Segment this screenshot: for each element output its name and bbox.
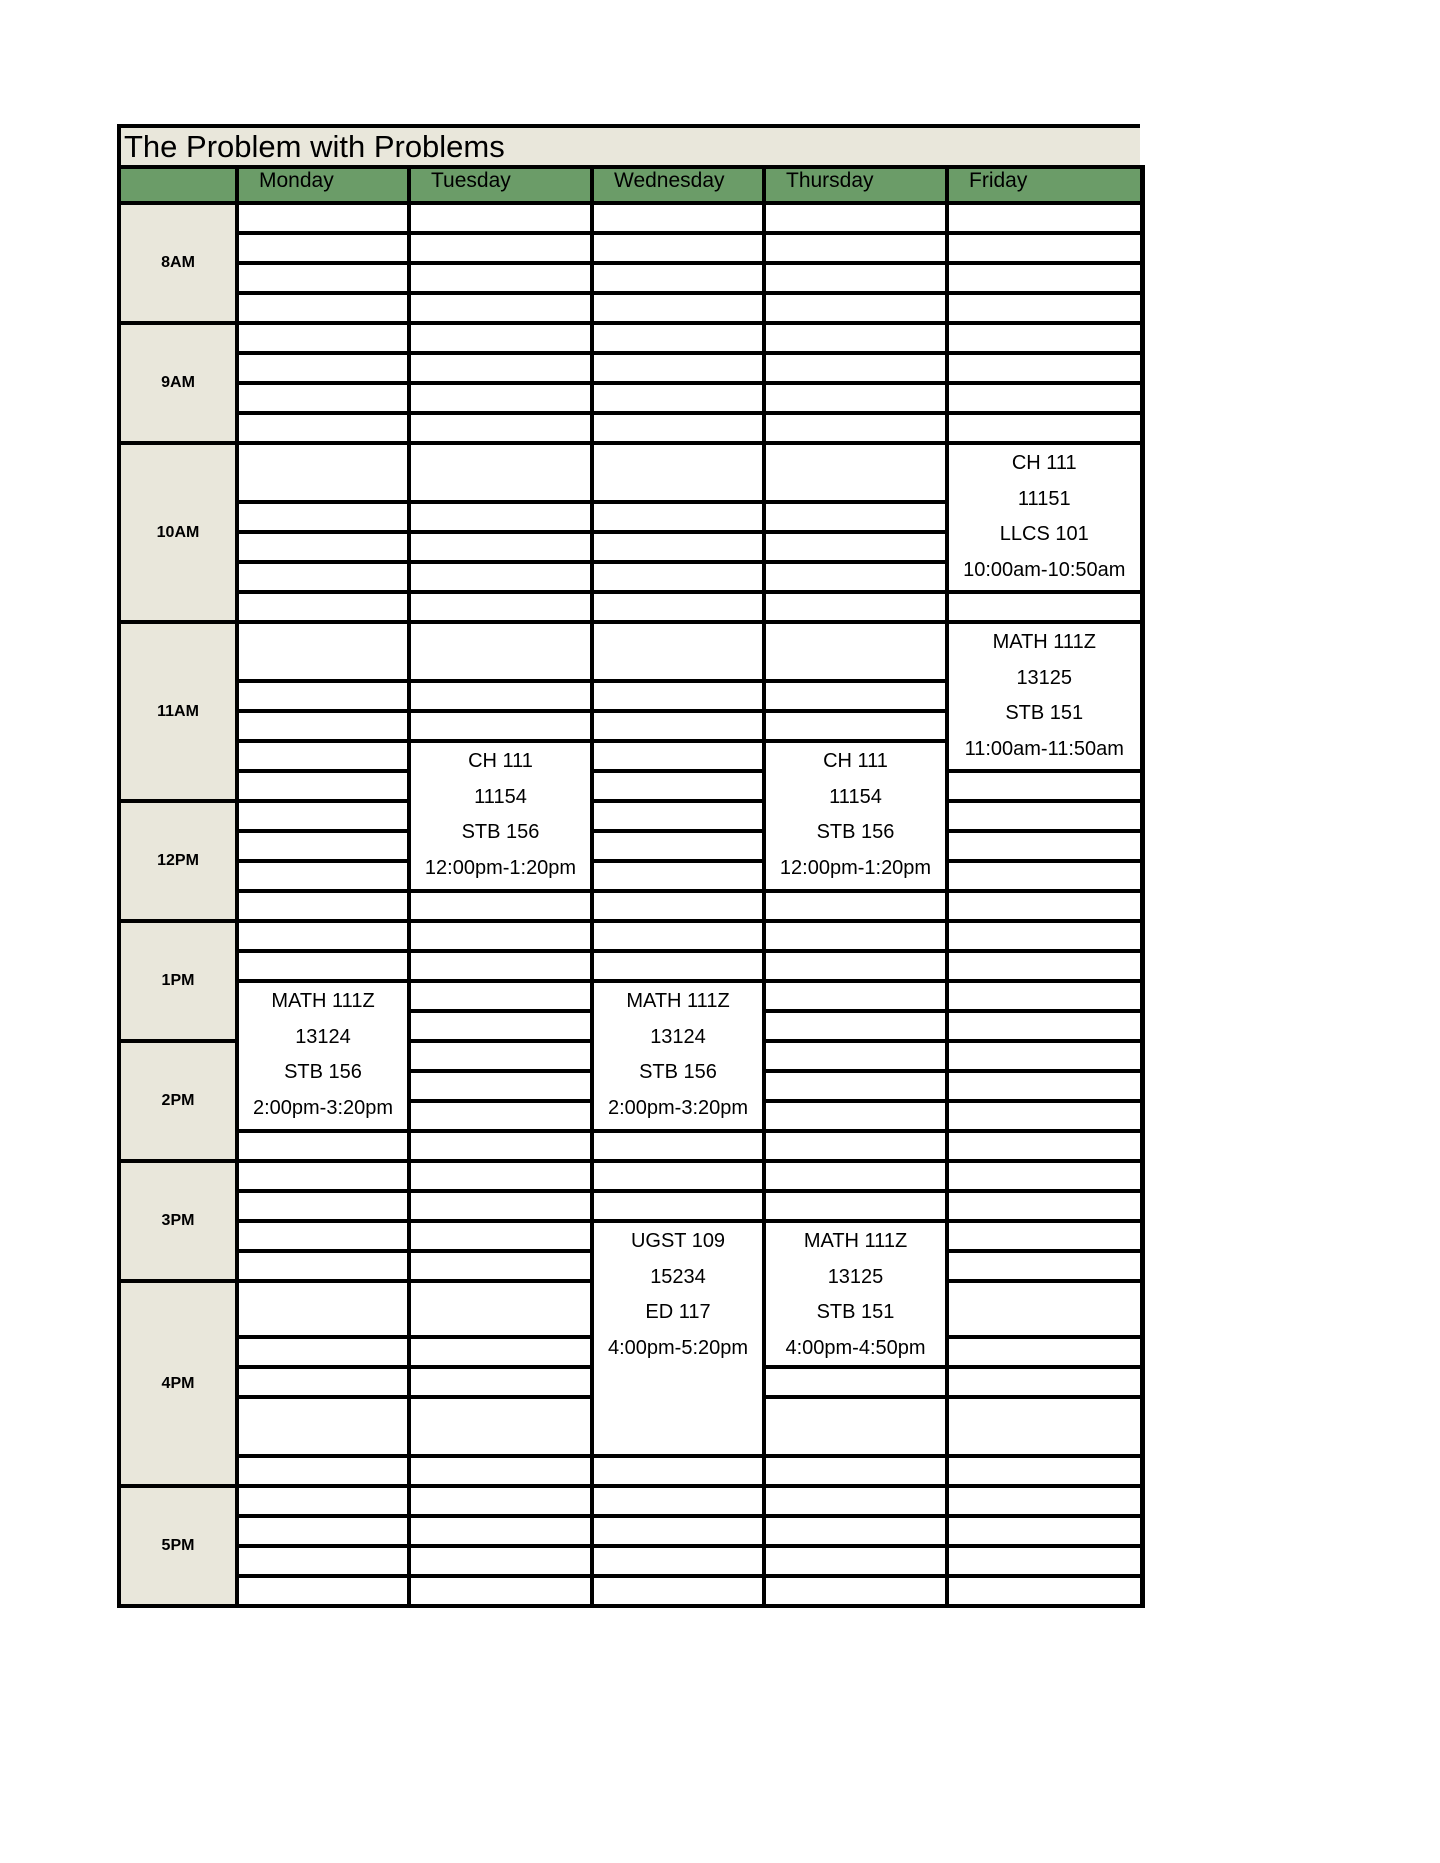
empty-slot-friday[interactable] xyxy=(947,1041,1142,1071)
empty-slot-friday[interactable] xyxy=(947,413,1142,443)
empty-slot-monday[interactable] xyxy=(237,502,409,532)
class-number: 13124 xyxy=(295,1025,351,1048)
schedule-row xyxy=(119,293,1142,323)
empty-slot-thursday[interactable] xyxy=(764,1576,947,1606)
schedule-title-bar xyxy=(117,124,1140,165)
schedule-row xyxy=(119,443,1142,502)
empty-slot-monday[interactable] xyxy=(237,741,409,771)
empty-slot-tuesday[interactable] xyxy=(409,263,592,293)
empty-slot-wednesday[interactable] xyxy=(592,1161,764,1191)
empty-slot-thursday[interactable] xyxy=(764,1367,947,1397)
empty-slot-wednesday[interactable] xyxy=(592,681,764,711)
empty-slot-monday[interactable] xyxy=(237,1281,409,1337)
empty-slot-tuesday[interactable] xyxy=(409,532,592,562)
empty-slot-thursday[interactable] xyxy=(764,711,947,741)
time-label-9am: 9AM xyxy=(119,323,237,443)
schedule-row xyxy=(119,1191,1142,1221)
schedule-row xyxy=(119,831,1142,861)
empty-slot-wednesday[interactable] xyxy=(592,622,764,681)
empty-slot-thursday[interactable] xyxy=(764,1456,947,1486)
empty-slot-wednesday[interactable] xyxy=(592,502,764,532)
schedule-row xyxy=(119,1456,1142,1486)
empty-slot-thursday[interactable] xyxy=(764,1546,947,1576)
empty-slot-tuesday[interactable] xyxy=(409,323,592,353)
empty-slot-tuesday[interactable] xyxy=(409,413,592,443)
empty-slot-tuesday[interactable] xyxy=(409,353,592,383)
empty-slot-friday[interactable] xyxy=(947,1101,1142,1131)
empty-slot-thursday[interactable] xyxy=(764,532,947,562)
time-label-8am: 8AM xyxy=(119,203,237,323)
empty-slot-thursday[interactable] xyxy=(764,203,947,233)
schedule-row xyxy=(119,951,1142,981)
empty-slot-friday[interactable] xyxy=(947,383,1142,413)
empty-slot-thursday[interactable] xyxy=(764,951,947,981)
empty-slot-monday[interactable] xyxy=(237,1191,409,1221)
schedule-row xyxy=(119,1486,1142,1516)
empty-slot-friday[interactable] xyxy=(947,951,1142,981)
empty-slot-monday[interactable] xyxy=(237,1161,409,1191)
empty-slot-monday[interactable] xyxy=(237,1367,409,1397)
empty-slot-wednesday[interactable] xyxy=(592,413,764,443)
empty-slot-wednesday[interactable] xyxy=(592,711,764,741)
empty-slot-monday[interactable] xyxy=(237,562,409,592)
empty-slot-tuesday[interactable] xyxy=(409,921,592,951)
empty-slot-wednesday[interactable] xyxy=(592,443,764,502)
empty-slot-monday[interactable] xyxy=(237,263,409,293)
class-number: 11151 xyxy=(1017,487,1071,510)
empty-slot-tuesday[interactable] xyxy=(409,1546,592,1576)
schedule-row xyxy=(119,1546,1142,1576)
empty-slot-thursday[interactable] xyxy=(764,1011,947,1041)
empty-slot-friday[interactable] xyxy=(947,1131,1142,1161)
empty-slot-friday[interactable] xyxy=(947,1546,1142,1576)
empty-slot-monday[interactable] xyxy=(237,891,409,921)
schedule-title: The Problem with Problems xyxy=(124,129,505,164)
class-time: 2:00pm-3:20pm xyxy=(252,1096,394,1119)
empty-slot-monday[interactable] xyxy=(237,681,409,711)
empty-slot-friday[interactable] xyxy=(947,1576,1142,1606)
empty-slot-friday[interactable] xyxy=(947,1221,1142,1251)
empty-slot-friday[interactable] xyxy=(947,1337,1142,1367)
schedule-row xyxy=(119,921,1142,951)
empty-slot-thursday[interactable] xyxy=(764,263,947,293)
class-number: 11154 xyxy=(829,785,882,808)
empty-slot-monday[interactable] xyxy=(237,1456,409,1486)
empty-slot-thursday[interactable] xyxy=(764,233,947,263)
empty-slot-thursday[interactable] xyxy=(764,622,947,681)
empty-slot-wednesday[interactable] xyxy=(592,203,764,233)
empty-slot-tuesday[interactable] xyxy=(409,1221,592,1251)
class-block-wednesday[interactable] xyxy=(592,1221,764,1456)
empty-slot-tuesday[interactable] xyxy=(409,502,592,532)
empty-slot-thursday[interactable] xyxy=(764,353,947,383)
empty-slot-tuesday[interactable] xyxy=(409,1486,592,1516)
day-header-thursday: Thursday xyxy=(764,167,947,203)
empty-slot-friday[interactable] xyxy=(947,323,1142,353)
empty-slot-tuesday[interactable] xyxy=(409,711,592,741)
day-header-friday: Friday xyxy=(947,167,1142,203)
empty-slot-wednesday[interactable] xyxy=(592,1191,764,1221)
empty-slot-tuesday[interactable] xyxy=(409,1337,592,1367)
empty-slot-monday[interactable] xyxy=(237,1221,409,1251)
empty-slot-wednesday[interactable] xyxy=(592,233,764,263)
empty-slot-thursday[interactable] xyxy=(764,921,947,951)
empty-slot-tuesday[interactable] xyxy=(409,1071,592,1101)
empty-slot-friday[interactable] xyxy=(947,891,1142,921)
empty-slot-thursday[interactable] xyxy=(764,562,947,592)
empty-slot-tuesday[interactable] xyxy=(409,1251,592,1281)
empty-slot-wednesday[interactable] xyxy=(592,1486,764,1516)
room: STB 151 xyxy=(1005,702,1084,724)
empty-slot-monday[interactable] xyxy=(237,1576,409,1606)
empty-slot-thursday[interactable] xyxy=(764,891,947,921)
empty-slot-friday[interactable] xyxy=(947,353,1142,383)
empty-slot-thursday[interactable] xyxy=(764,1071,947,1101)
empty-slot-tuesday[interactable] xyxy=(409,293,592,323)
empty-slot-wednesday[interactable] xyxy=(592,562,764,592)
course-code: MATH 111Z xyxy=(992,631,1096,653)
empty-slot-monday[interactable] xyxy=(237,711,409,741)
empty-slot-wednesday[interactable] xyxy=(592,861,764,891)
schedule-row xyxy=(119,1131,1142,1161)
empty-slot-tuesday[interactable] xyxy=(409,1576,592,1606)
schedule-row xyxy=(119,1221,1142,1251)
class-block-thursday[interactable] xyxy=(764,741,947,891)
empty-slot-monday[interactable] xyxy=(237,1516,409,1546)
empty-slot-tuesday[interactable] xyxy=(409,562,592,592)
time-label-2pm: 2PM xyxy=(119,1041,237,1161)
empty-slot-thursday[interactable] xyxy=(764,1161,947,1191)
empty-slot-wednesday[interactable] xyxy=(592,1131,764,1161)
empty-slot-monday[interactable] xyxy=(237,443,409,502)
empty-slot-monday[interactable] xyxy=(237,323,409,353)
empty-slot-tuesday[interactable] xyxy=(409,891,592,921)
empty-slot-thursday[interactable] xyxy=(764,1191,947,1221)
empty-slot-thursday[interactable] xyxy=(764,1486,947,1516)
empty-slot-monday[interactable] xyxy=(237,951,409,981)
empty-slot-monday[interactable] xyxy=(237,1337,409,1367)
schedule-row xyxy=(119,1576,1142,1606)
room: ED 117 xyxy=(645,1301,711,1323)
empty-slot-monday[interactable] xyxy=(237,233,409,263)
empty-slot-friday[interactable] xyxy=(947,981,1142,1011)
empty-slot-monday[interactable] xyxy=(237,353,409,383)
course-code: MATH 111Z xyxy=(626,990,730,1012)
empty-slot-monday[interactable] xyxy=(237,831,409,861)
empty-slot-wednesday[interactable] xyxy=(592,353,764,383)
schedule-row xyxy=(119,1516,1142,1546)
room: STB 156 xyxy=(816,821,895,843)
empty-slot-wednesday[interactable] xyxy=(592,921,764,951)
empty-slot-tuesday[interactable] xyxy=(409,443,592,502)
empty-slot-monday[interactable] xyxy=(237,532,409,562)
empty-slot-thursday[interactable] xyxy=(764,413,947,443)
empty-slot-friday[interactable] xyxy=(947,263,1142,293)
class-number: 11154 xyxy=(474,785,527,808)
empty-slot-tuesday[interactable] xyxy=(409,1101,592,1131)
class-time: 11:00am-11:50am xyxy=(964,737,1124,760)
empty-slot-tuesday[interactable] xyxy=(409,1456,592,1486)
empty-slot-friday[interactable] xyxy=(947,1161,1142,1191)
empty-slot-thursday[interactable] xyxy=(764,323,947,353)
room: STB 151 xyxy=(816,1301,895,1323)
class-block-thursday[interactable] xyxy=(764,1221,947,1367)
schedule-row xyxy=(119,1161,1142,1191)
empty-slot-thursday[interactable] xyxy=(764,383,947,413)
schedule-row xyxy=(119,203,1142,233)
empty-slot-tuesday[interactable] xyxy=(409,203,592,233)
class-number: 13124 xyxy=(650,1025,706,1048)
time-label-4pm: 4PM xyxy=(119,1281,237,1486)
empty-slot-wednesday[interactable] xyxy=(592,891,764,921)
schedule-row xyxy=(119,383,1142,413)
day-header-monday: Monday xyxy=(237,167,409,203)
time-label-12pm: 12PM xyxy=(119,801,237,921)
empty-slot-friday[interactable] xyxy=(947,592,1142,622)
empty-slot-tuesday[interactable] xyxy=(409,951,592,981)
empty-slot-tuesday[interactable] xyxy=(409,592,592,622)
time-label-10am: 10AM xyxy=(119,443,237,622)
class-time: 12:00pm-1:20pm xyxy=(424,856,577,879)
empty-slot-monday[interactable] xyxy=(237,921,409,951)
class-number: 13125 xyxy=(827,1265,884,1288)
day-header-row xyxy=(119,167,1142,203)
schedule-row xyxy=(119,353,1142,383)
empty-slot-tuesday[interactable] xyxy=(409,383,592,413)
empty-slot-wednesday[interactable] xyxy=(592,1576,764,1606)
time-label-11am: 11AM xyxy=(119,622,237,801)
day-header-tuesday: Tuesday xyxy=(409,167,592,203)
class-number: 13125 xyxy=(1016,666,1073,689)
empty-slot-friday[interactable] xyxy=(947,203,1142,233)
empty-slot-monday[interactable] xyxy=(237,293,409,323)
empty-slot-tuesday[interactable] xyxy=(409,1281,592,1337)
empty-slot-thursday[interactable] xyxy=(764,502,947,532)
class-time: 4:00pm-4:50pm xyxy=(785,1336,926,1359)
empty-slot-wednesday[interactable] xyxy=(592,1456,764,1486)
empty-slot-monday[interactable] xyxy=(237,1546,409,1576)
course-code: CH 111 xyxy=(823,750,888,772)
schedule-row xyxy=(119,323,1142,353)
class-time: 12:00pm-1:20pm xyxy=(779,856,932,879)
schedule-row xyxy=(119,891,1142,921)
empty-slot-wednesday[interactable] xyxy=(592,532,764,562)
schedule-row xyxy=(119,413,1142,443)
class-block-monday[interactable] xyxy=(237,981,409,1131)
empty-slot-friday[interactable] xyxy=(947,861,1142,891)
schedule-sheet xyxy=(117,124,1140,1608)
empty-slot-tuesday[interactable] xyxy=(409,1516,592,1546)
empty-slot-friday[interactable] xyxy=(947,831,1142,861)
schedule-row xyxy=(119,263,1142,293)
class-block-wednesday[interactable] xyxy=(592,981,764,1131)
course-code: MATH 111Z xyxy=(271,990,375,1012)
empty-slot-tuesday[interactable] xyxy=(409,1041,592,1071)
room: STB 156 xyxy=(639,1061,717,1083)
empty-slot-friday[interactable] xyxy=(947,921,1142,951)
empty-slot-thursday[interactable] xyxy=(764,681,947,711)
class-block-tuesday[interactable] xyxy=(409,741,592,891)
day-header-wednesday: Wednesday xyxy=(592,167,764,203)
schedule-row xyxy=(119,233,1142,263)
empty-slot-thursday[interactable] xyxy=(764,592,947,622)
empty-slot-wednesday[interactable] xyxy=(592,831,764,861)
empty-slot-friday[interactable] xyxy=(947,1516,1142,1546)
schedule-row xyxy=(119,981,1142,1011)
empty-slot-thursday[interactable] xyxy=(764,293,947,323)
empty-slot-thursday[interactable] xyxy=(764,1131,947,1161)
empty-slot-wednesday[interactable] xyxy=(592,383,764,413)
empty-slot-tuesday[interactable] xyxy=(409,233,592,263)
empty-slot-tuesday[interactable] xyxy=(409,1011,592,1041)
time-label-3pm: 3PM xyxy=(119,1161,237,1281)
empty-slot-monday[interactable] xyxy=(237,383,409,413)
empty-slot-monday[interactable] xyxy=(237,1131,409,1161)
class-block-friday[interactable] xyxy=(947,443,1142,592)
schedule-row xyxy=(119,592,1142,622)
empty-slot-tuesday[interactable] xyxy=(409,1191,592,1221)
empty-slot-monday[interactable] xyxy=(237,771,409,801)
empty-slot-monday[interactable] xyxy=(237,1397,409,1456)
empty-slot-friday[interactable] xyxy=(947,1397,1142,1456)
empty-slot-wednesday[interactable] xyxy=(592,741,764,771)
room: LLCS 101 xyxy=(999,523,1089,545)
time-label-5pm: 5PM xyxy=(119,1486,237,1606)
empty-slot-wednesday[interactable] xyxy=(592,323,764,353)
empty-slot-wednesday[interactable] xyxy=(592,801,764,831)
empty-slot-thursday[interactable] xyxy=(764,1041,947,1071)
class-number: 15234 xyxy=(650,1265,706,1288)
course-code: CH 111 xyxy=(468,750,533,772)
empty-slot-monday[interactable] xyxy=(237,622,409,681)
empty-slot-tuesday[interactable] xyxy=(409,1367,592,1397)
empty-slot-thursday[interactable] xyxy=(764,1101,947,1131)
empty-slot-wednesday[interactable] xyxy=(592,1516,764,1546)
empty-slot-friday[interactable] xyxy=(947,1191,1142,1221)
schedule-row xyxy=(119,622,1142,681)
empty-slot-thursday[interactable] xyxy=(764,1516,947,1546)
empty-slot-friday[interactable] xyxy=(947,1251,1142,1281)
empty-slot-monday[interactable] xyxy=(237,1251,409,1281)
empty-slot-friday[interactable] xyxy=(947,1367,1142,1397)
class-time: 4:00pm-5:20pm xyxy=(607,1336,749,1359)
schedule-row xyxy=(119,771,1142,801)
room: STB 156 xyxy=(284,1061,362,1083)
empty-slot-wednesday[interactable] xyxy=(592,771,764,801)
empty-slot-tuesday[interactable] xyxy=(409,981,592,1011)
corner-header xyxy=(119,167,237,203)
empty-slot-monday[interactable] xyxy=(237,801,409,831)
empty-slot-friday[interactable] xyxy=(947,1281,1142,1337)
empty-slot-tuesday[interactable] xyxy=(409,1397,592,1456)
empty-slot-tuesday[interactable] xyxy=(409,622,592,681)
empty-slot-friday[interactable] xyxy=(947,1071,1142,1101)
class-block-friday[interactable] xyxy=(947,622,1142,771)
empty-slot-friday[interactable] xyxy=(947,233,1142,263)
empty-slot-tuesday[interactable] xyxy=(409,681,592,711)
empty-slot-monday[interactable] xyxy=(237,413,409,443)
empty-slot-monday[interactable] xyxy=(237,203,409,233)
empty-slot-wednesday[interactable] xyxy=(592,1546,764,1576)
course-code: MATH 111Z xyxy=(803,1230,908,1252)
time-label-1pm: 1PM xyxy=(119,921,237,1041)
schedule-table xyxy=(117,165,1145,1608)
empty-slot-wednesday[interactable] xyxy=(592,592,764,622)
empty-slot-friday[interactable] xyxy=(947,1011,1142,1041)
course-code: CH 111 xyxy=(1011,452,1077,474)
empty-slot-tuesday[interactable] xyxy=(409,1161,592,1191)
empty-slot-monday[interactable] xyxy=(237,861,409,891)
empty-slot-wednesday[interactable] xyxy=(592,263,764,293)
class-time: 10:00am-10:50am xyxy=(963,558,1126,581)
empty-slot-friday[interactable] xyxy=(947,293,1142,323)
class-time: 2:00pm-3:20pm xyxy=(607,1096,749,1119)
empty-slot-wednesday[interactable] xyxy=(592,951,764,981)
empty-slot-thursday[interactable] xyxy=(764,443,947,502)
empty-slot-friday[interactable] xyxy=(947,1486,1142,1516)
schedule-row xyxy=(119,801,1142,831)
empty-slot-thursday[interactable] xyxy=(764,1397,947,1456)
empty-slot-wednesday[interactable] xyxy=(592,293,764,323)
empty-slot-thursday[interactable] xyxy=(764,981,947,1011)
empty-slot-friday[interactable] xyxy=(947,801,1142,831)
course-code: UGST 109 xyxy=(630,1230,726,1252)
empty-slot-friday[interactable] xyxy=(947,1456,1142,1486)
empty-slot-friday[interactable] xyxy=(947,771,1142,801)
empty-slot-monday[interactable] xyxy=(237,1486,409,1516)
empty-slot-tuesday[interactable] xyxy=(409,1131,592,1161)
empty-slot-monday[interactable] xyxy=(237,592,409,622)
room: STB 156 xyxy=(461,821,540,843)
schedule-row xyxy=(119,861,1142,891)
